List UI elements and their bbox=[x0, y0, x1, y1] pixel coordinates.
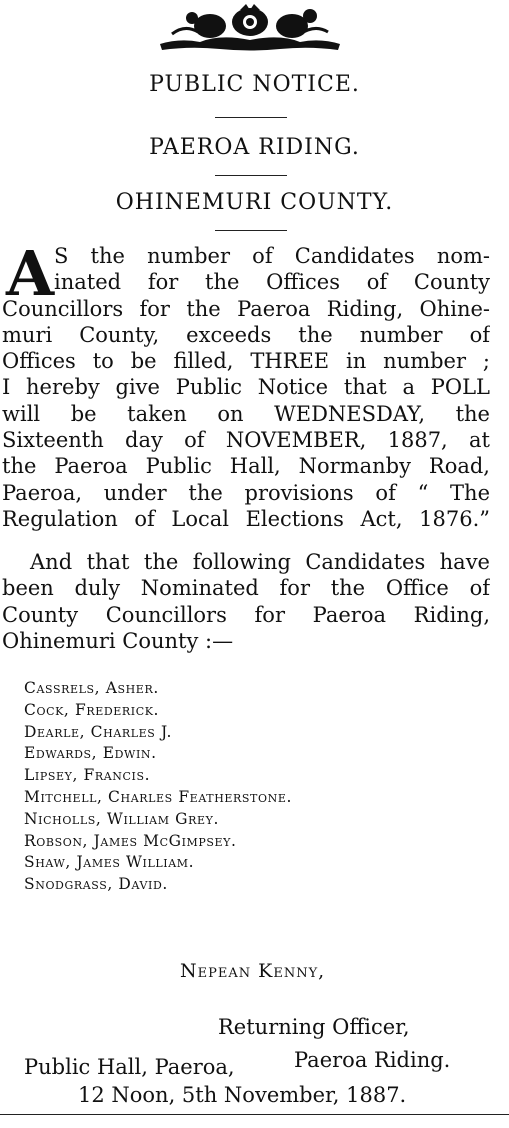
notice-body bbox=[2, 296, 490, 533]
dateline-date: 12 Noon, 5th November, 1887. bbox=[78, 1083, 407, 1107]
candidate-list bbox=[24, 678, 292, 896]
notice-line: And that the following Candidates have bbox=[30, 550, 490, 574]
title-public-notice: PUBLIC NOTICE. bbox=[149, 72, 360, 97]
notice-line: Councillors for the Paeroa Riding, Ohine- bbox=[2, 296, 490, 321]
signatory-name: Nepean Kenny, bbox=[180, 960, 326, 982]
candidate-name: Cock, Frederick. bbox=[24, 700, 160, 719]
notice-line: been duly Nominated for the Office of bbox=[2, 576, 490, 601]
candidates-intro bbox=[2, 549, 490, 654]
notice-line: Sixteenth day of NOVEMBER, 1887, at bbox=[2, 428, 490, 453]
notice-line: Offices to be filled, THREE in number ; bbox=[2, 349, 490, 374]
signatory-riding: Paeroa Riding. bbox=[294, 1048, 451, 1072]
candidate-name: Robson, James McGimpsey. bbox=[24, 831, 237, 850]
notice-line: Regulation of Local Elections Act, 1876.” bbox=[2, 506, 490, 531]
candidate-name: Snodgrass, David. bbox=[24, 875, 168, 894]
divider bbox=[215, 117, 287, 118]
notice-line: County Councillors for Paeroa Riding, bbox=[2, 602, 490, 627]
royal-crest-icon bbox=[150, 4, 350, 54]
candidate-name: Mitchell, Charles Featherstone. bbox=[24, 787, 292, 806]
notice-line: inated for the Offices of County bbox=[54, 270, 490, 295]
notice-line: S the number of Candidates nom- bbox=[54, 244, 490, 268]
candidate-name: Cassrels, Asher. bbox=[24, 679, 159, 697]
dateline-place: Public Hall, Paeroa, bbox=[24, 1055, 235, 1079]
signatory-title: Returning Officer, bbox=[218, 1015, 410, 1039]
candidate-name: Lipsey, Francis. bbox=[24, 766, 151, 785]
notice-line: Ohinemuri County :— bbox=[2, 628, 234, 653]
title-county: OHINEMURI COUNTY. bbox=[115, 190, 394, 215]
candidate-name: Shaw, James William. bbox=[24, 853, 195, 872]
notice-line: Paeroa, under the provisions of “ The bbox=[2, 480, 490, 505]
notice-opening bbox=[54, 243, 490, 296]
drop-cap: A bbox=[6, 237, 55, 310]
title-riding: PAEROA RIDING. bbox=[149, 135, 360, 160]
candidate-name: Edwards, Edwin. bbox=[24, 744, 157, 763]
notice-line: I hereby give Public Notice that a POLL bbox=[2, 375, 490, 400]
divider bbox=[215, 230, 287, 231]
notice-line: will be taken on WEDNESDAY, the bbox=[2, 401, 490, 426]
candidate-name: Nicholls, William Grey. bbox=[24, 809, 219, 828]
notice-line: the Paeroa Public Hall, Normanby Road, bbox=[2, 454, 490, 479]
dateline bbox=[24, 1053, 406, 1109]
bottom-divider bbox=[0, 1114, 509, 1115]
notice-line: muri County, exceeds the number of bbox=[2, 322, 490, 347]
candidate-name: Dearle, Charles J. bbox=[24, 722, 173, 741]
divider bbox=[215, 175, 287, 176]
